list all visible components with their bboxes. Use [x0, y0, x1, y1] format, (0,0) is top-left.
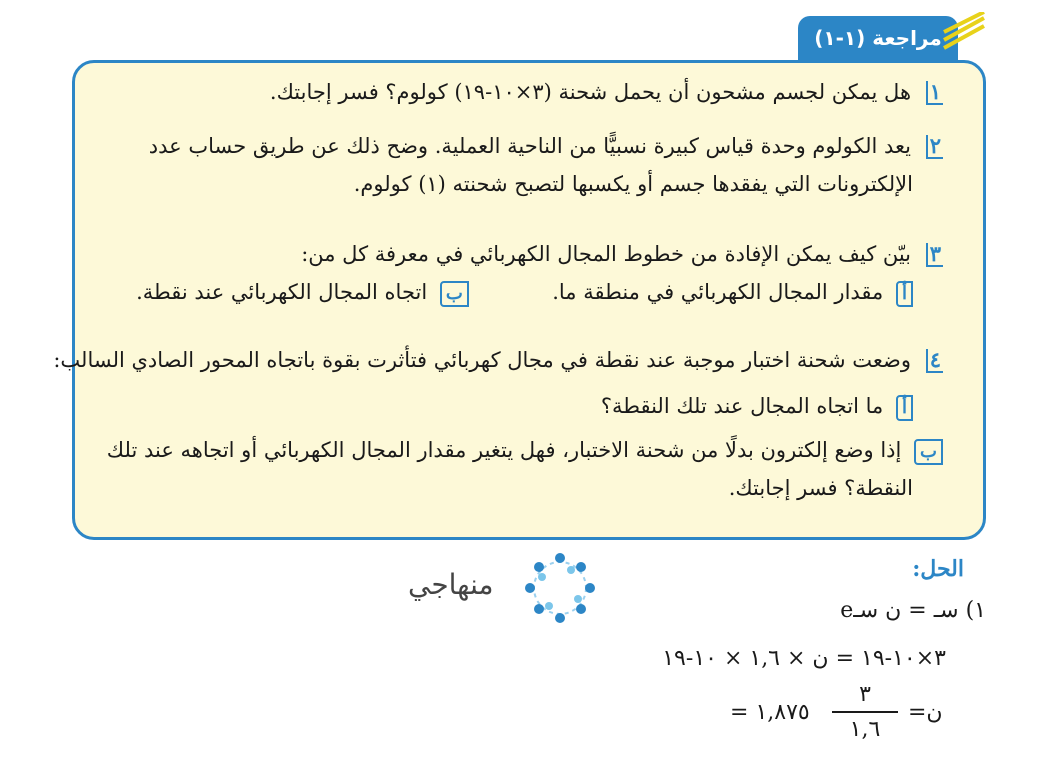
- sub-label-a: أ: [896, 395, 913, 421]
- question-number: ٤: [926, 349, 943, 373]
- sub-label-a: أ: [896, 281, 913, 307]
- question-text: هل يمكن لجسم مشحون أن يحمل شحنة (٣×١٠-١٩) كولوم؟ فسر إجابتك.: [269, 80, 912, 104]
- solution-line-3-right: ن=: [908, 700, 943, 725]
- question-number: ٢: [926, 135, 943, 159]
- question-3: [99, 235, 943, 311]
- fraction: [832, 682, 898, 742]
- question-4: [53, 341, 943, 507]
- question-1: [99, 73, 943, 111]
- question-text: بيّن كيف يمكن الإفادة من خطوط المجال الكهربائي في معرفة كل من:: [301, 242, 912, 266]
- review-title: مراجعة (١-١): [814, 26, 942, 50]
- question-2: [99, 127, 943, 203]
- solution-title: الحل:: [912, 556, 964, 582]
- sub-text-a: مقدار المجال الكهربائي في منطقة ما.: [552, 280, 884, 304]
- review-box: [53, 60, 986, 540]
- solution-line-3-left: ١,٨٧٥ =: [730, 700, 810, 725]
- sub-text-b: إذا وضع إلكترون بدلًا من شحنة الاختبار، فهل يتغير مقدار المجال الكهربائي أو اتجاهه عند تلك: [106, 438, 902, 462]
- sub-label-b: ب: [440, 281, 469, 307]
- solution-line-1: ١) سـ = ن سـe: [840, 598, 986, 623]
- stripes-decoration-icon: [942, 12, 986, 50]
- logo-text: منهاجي: [408, 568, 494, 601]
- question-text: يعد الكولوم وحدة قياس كبيرة نسبيًّا من الناحية العملية. وضح ذلك عن طريق حساب عدد: [148, 134, 912, 158]
- question-text: وضعت شحنة اختبار موجبة عند نقطة في مجال كهربائي فتأثرت بقوة باتجاه المحور الصادي السالب:: [53, 348, 912, 372]
- fraction-bar: [832, 711, 898, 713]
- sub-label-b: ب: [914, 439, 943, 465]
- question-number: ٣: [926, 243, 943, 267]
- sub-text-b: اتجاه المجال الكهربائي عند نقطة.: [136, 280, 428, 304]
- sub-text-b-cont: النقطة؟ فسر إجابتك.: [728, 476, 913, 500]
- question-number: ١: [926, 81, 943, 105]
- review-header-tab: [798, 16, 958, 60]
- solution-line-2: ٣×١٠-١٩ = ن × ١,٦ × ١٠-١٩: [662, 646, 946, 671]
- fraction-denominator: ١,٦: [849, 717, 881, 742]
- sub-text-a: ما اتجاه المجال عند تلك النقطة؟: [600, 394, 884, 418]
- fraction-numerator: ٣: [859, 682, 871, 707]
- question-text-cont: الإلكترونات التي يفقدها جسم أو يكسبها لتصبح شحنته (١) كولوم.: [353, 172, 913, 196]
